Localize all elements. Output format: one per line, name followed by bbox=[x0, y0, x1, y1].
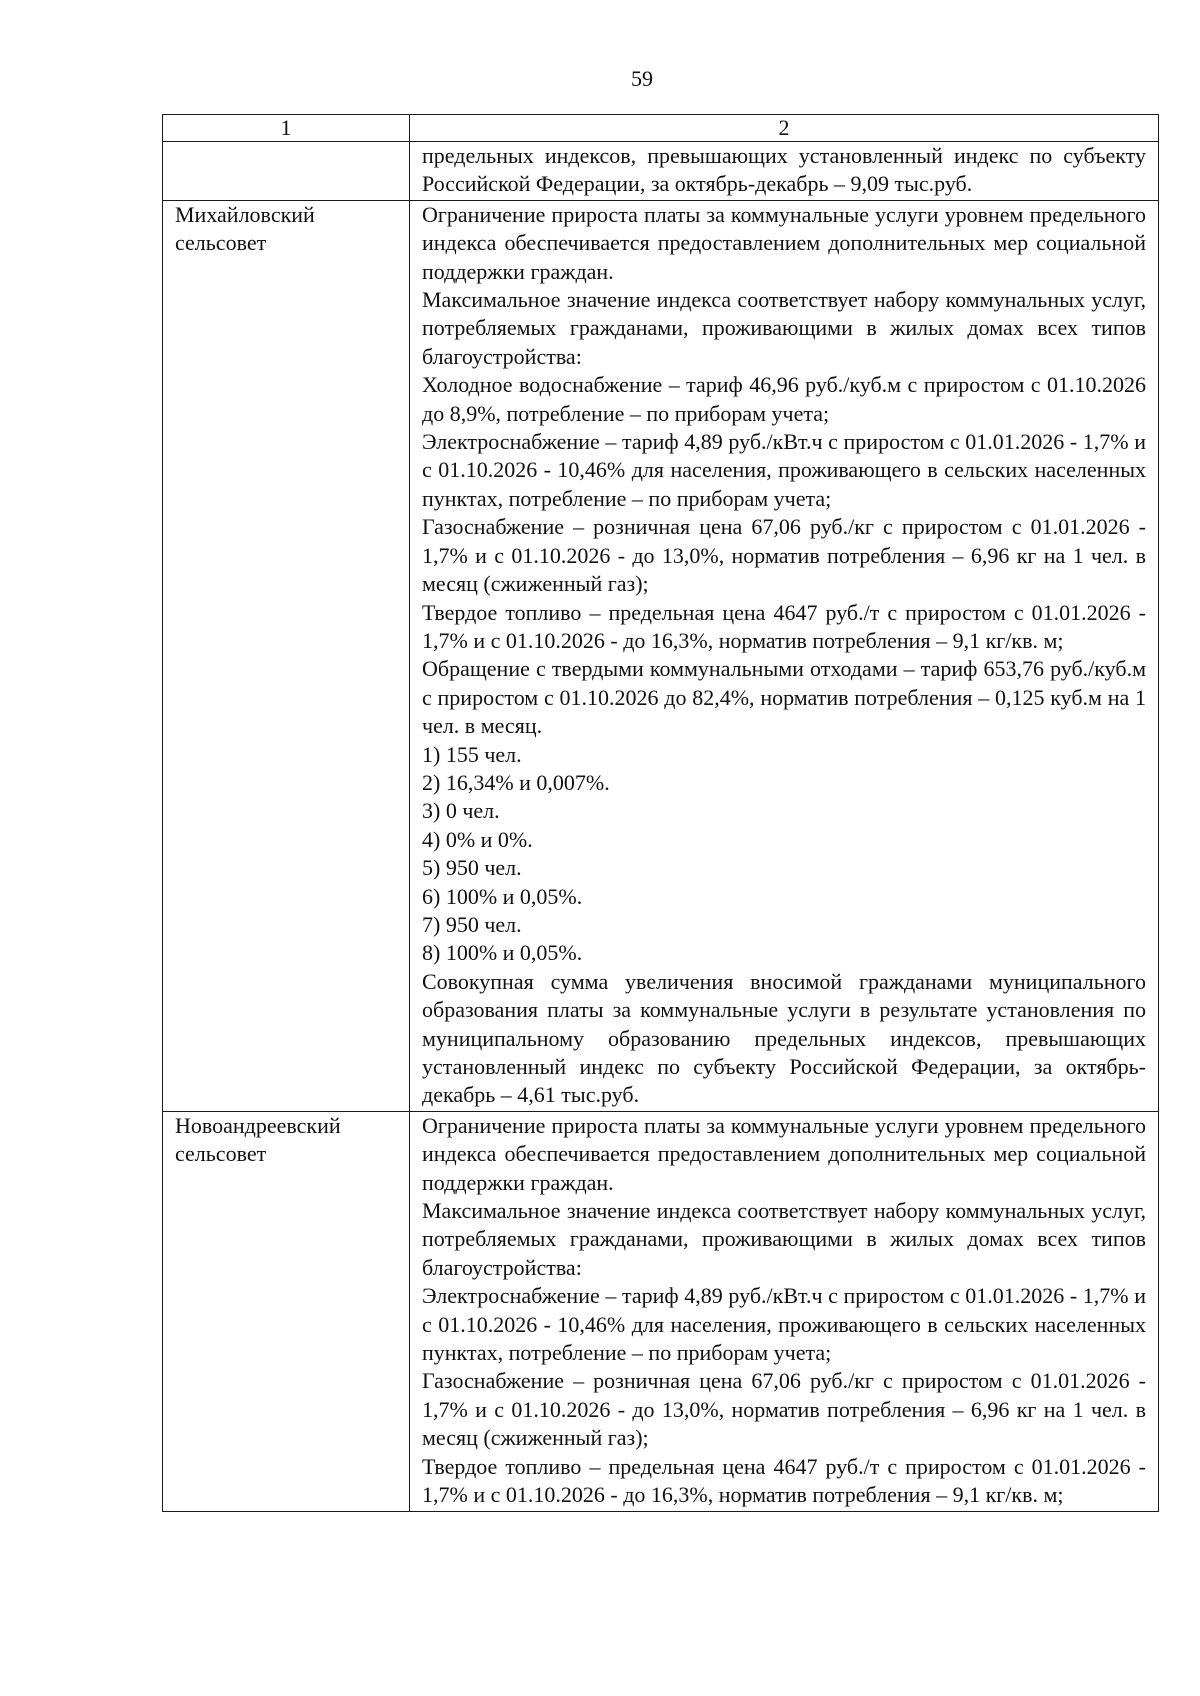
paragraph: Ограничение прироста платы за коммунальные услуги уровнем предельного индекса обеспечивается предоставлением дополнительных мер социальной поддержки граждан. bbox=[422, 201, 1146, 284]
table-header-row bbox=[163, 115, 1159, 142]
table-row bbox=[163, 200, 1159, 1111]
paragraph: Ограничение прироста платы за коммунальные услуги уровнем предельного индекса обеспечивается предоставлением дополнительных мер социальной поддержки граждан. bbox=[422, 1112, 1146, 1195]
paragraph: Электроснабжение – тариф 4,89 руб./кВт.ч с приростом с 01.01.2026 - 1,7% и с 01.10.2026 - 10,46% для населения, проживающего в сельских населенных пунктах, потребление – по приборам учета; bbox=[422, 429, 1146, 511]
description-cell bbox=[410, 1111, 1159, 1511]
municipality-name bbox=[163, 142, 410, 201]
header-col-1: 1 bbox=[163, 115, 410, 142]
description-cell bbox=[410, 142, 1159, 201]
paragraph: предельных индексов, превышающих установленный индекс по субъекту Российской Федерации, за октябрь-декабрь – 9,09 тыс.руб. bbox=[422, 143, 1146, 197]
paragraph: Максимальное значение индекса соответствует набору коммунальных услуг, потребляемых гражданами, проживающими в жилых домах всех типов благоустройства: bbox=[422, 287, 1146, 369]
paragraph: 1) 155 чел. bbox=[422, 741, 522, 767]
table-row bbox=[163, 1111, 1159, 1511]
paragraph: Твердое топливо – предельная цена 4647 руб./т с приростом с 01.01.2026 - 1,7% и с 01.10.2026 - до 16,3%, норматив потребления – 9,1 кг/кв. м; bbox=[422, 599, 1146, 653]
paragraph: 4) 0% и 0%. bbox=[422, 826, 533, 852]
document-table bbox=[162, 114, 1159, 1512]
paragraph: Газоснабжение – розничная цена 67,06 руб./кг с приростом с 01.01.2026 - 1,7% и с 01.10.2026 - до 13,0%, норматив потребления – 6,96 кг на 1 чел. в месяц (сжиженный газ); bbox=[422, 1368, 1146, 1451]
header-col-2: 2 bbox=[410, 115, 1159, 142]
paragraph: 5) 950 чел. bbox=[422, 855, 522, 881]
municipality-name: Михайловский сельсовет bbox=[163, 200, 410, 1111]
table-row bbox=[163, 142, 1159, 201]
paragraph: Обращение с твердыми коммунальными отходами – тариф 653,76 руб./куб.м с приростом с 01.10.2026 до 82,4%, норматив потребления – 0,125 куб.м на 1 чел. в месяц. bbox=[422, 656, 1146, 739]
municipality-name: Новоандреевский сельсовет bbox=[163, 1111, 410, 1511]
paragraph: 7) 950 чел. bbox=[422, 911, 522, 937]
paragraph: 6) 100% и 0,05%. bbox=[422, 883, 583, 909]
paragraph: Электроснабжение – тариф 4,89 руб./кВт.ч с приростом с 01.01.2026 - 1,7% и с 01.10.2026 - 10,46% для населения, проживающего в сельских населенных пунктах, потребление – по приборам учета; bbox=[422, 1283, 1146, 1366]
description-cell bbox=[410, 200, 1159, 1111]
paragraph: Совокупная сумма увеличения вносимой гражданами муниципального образования платы за коммунальные услуги в результате установления по муниципальному образованию предельных индексов, превышающих установленный индекс по субъекту Российской Федерации, за октябрь-декабрь – 4,61 тыс.руб. bbox=[422, 968, 1146, 1108]
paragraph: 2) 16,34% и 0,007%. bbox=[422, 769, 610, 795]
paragraph: Максимальное значение индекса соответствует набору коммунальных услуг, потребляемых гражданами, проживающими в жилых домах всех типов благоустройства: bbox=[422, 1198, 1146, 1280]
paragraph: Газоснабжение – розничная цена 67,06 руб./кг с приростом с 01.01.2026 - 1,7% и с 01.10.2026 - до 13,0%, норматив потребления – 6,96 кг на 1 чел. в месяц (сжиженный газ); bbox=[422, 514, 1146, 597]
paragraph: 3) 0 чел. bbox=[422, 798, 500, 824]
paragraph: Твердое топливо – предельная цена 4647 руб./т с приростом с 01.01.2026 - 1,7% и с 01.10.2026 - до 16,3%, норматив потребления – 9,1 кг/кв. м; bbox=[422, 1453, 1146, 1508]
paragraph: 8) 100% и 0,05%. bbox=[422, 940, 583, 966]
page-number: 59 bbox=[631, 66, 653, 91]
paragraph: Холодное водоснабжение – тариф 46,96 руб./куб.м с приростом с 01.10.2026 до 8,9%, потребление – по приборам учета; bbox=[422, 372, 1146, 426]
